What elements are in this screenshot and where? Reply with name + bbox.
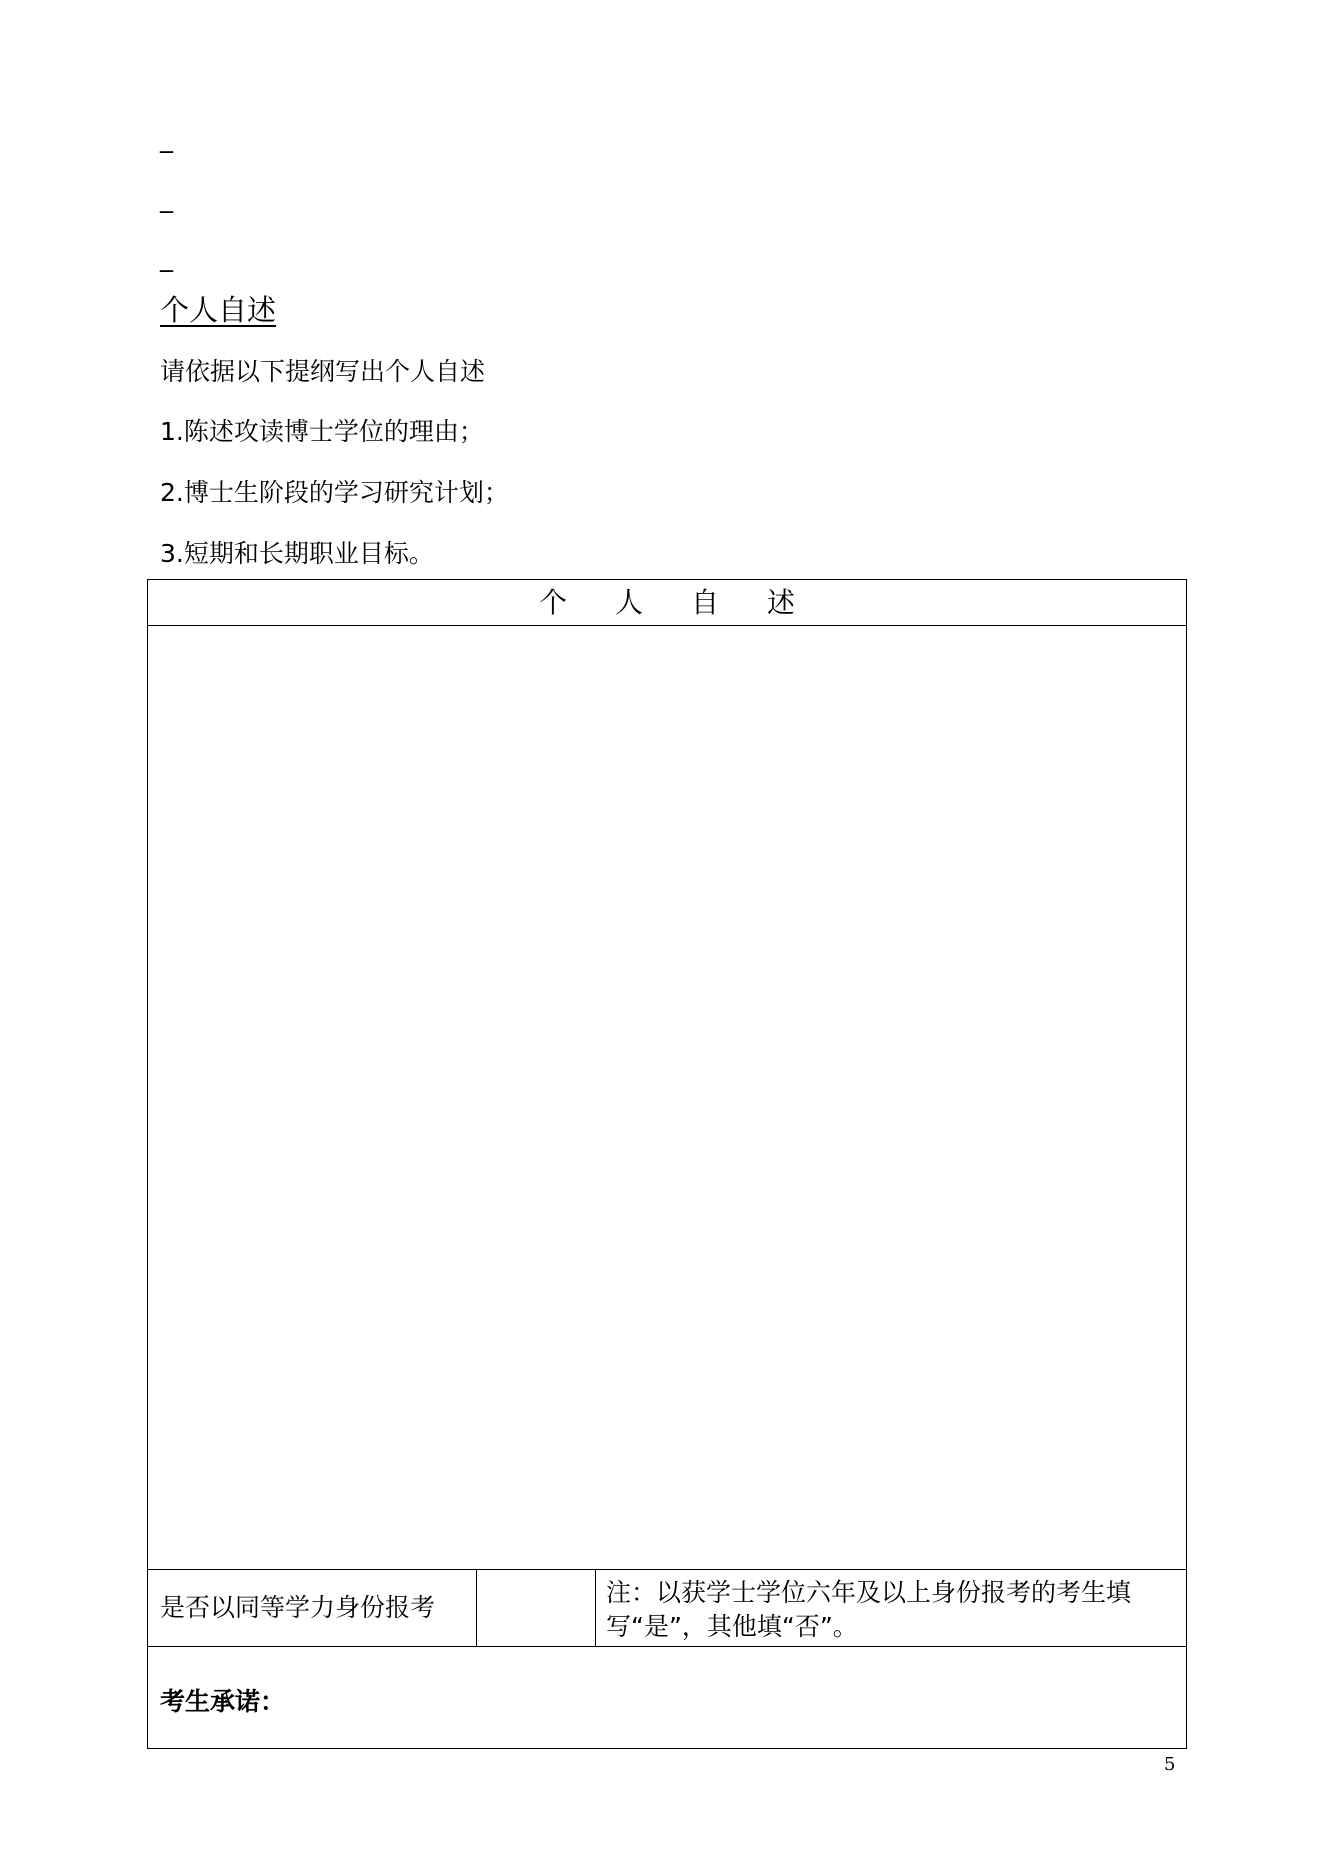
candidate-promise-label: 考生承诺：	[160, 1687, 286, 1716]
dash-line-3: _	[160, 243, 173, 273]
equivalent-education-row	[148, 1569, 1186, 1647]
outline-item-3: 3.短期和长期职业目标。	[160, 539, 434, 568]
statement-form	[147, 579, 1187, 1749]
section-heading: 个人自述	[160, 293, 277, 327]
dash-line-2: _	[160, 184, 173, 214]
outline-item-1: 1.陈述攻读博士学位的理由；	[160, 417, 484, 446]
page-number: 5	[1164, 1754, 1176, 1775]
statement-input-area[interactable]	[148, 626, 1186, 1569]
dash-line-1: _	[160, 124, 173, 154]
instruction-text: 请依据以下提纲写出个人自述	[160, 357, 486, 386]
equivalent-education-field[interactable]	[476, 1570, 596, 1646]
equivalent-education-note: 注：以获学士学位六年及以上身份报考的考生填写“是”，其他填“否”。	[606, 1578, 1132, 1641]
outline-item-2: 2.博士生阶段的学习研究计划；	[160, 478, 509, 507]
equivalent-education-label: 是否以同等学力身份报考	[160, 1593, 436, 1622]
form-title: 个人自述	[148, 580, 1186, 626]
